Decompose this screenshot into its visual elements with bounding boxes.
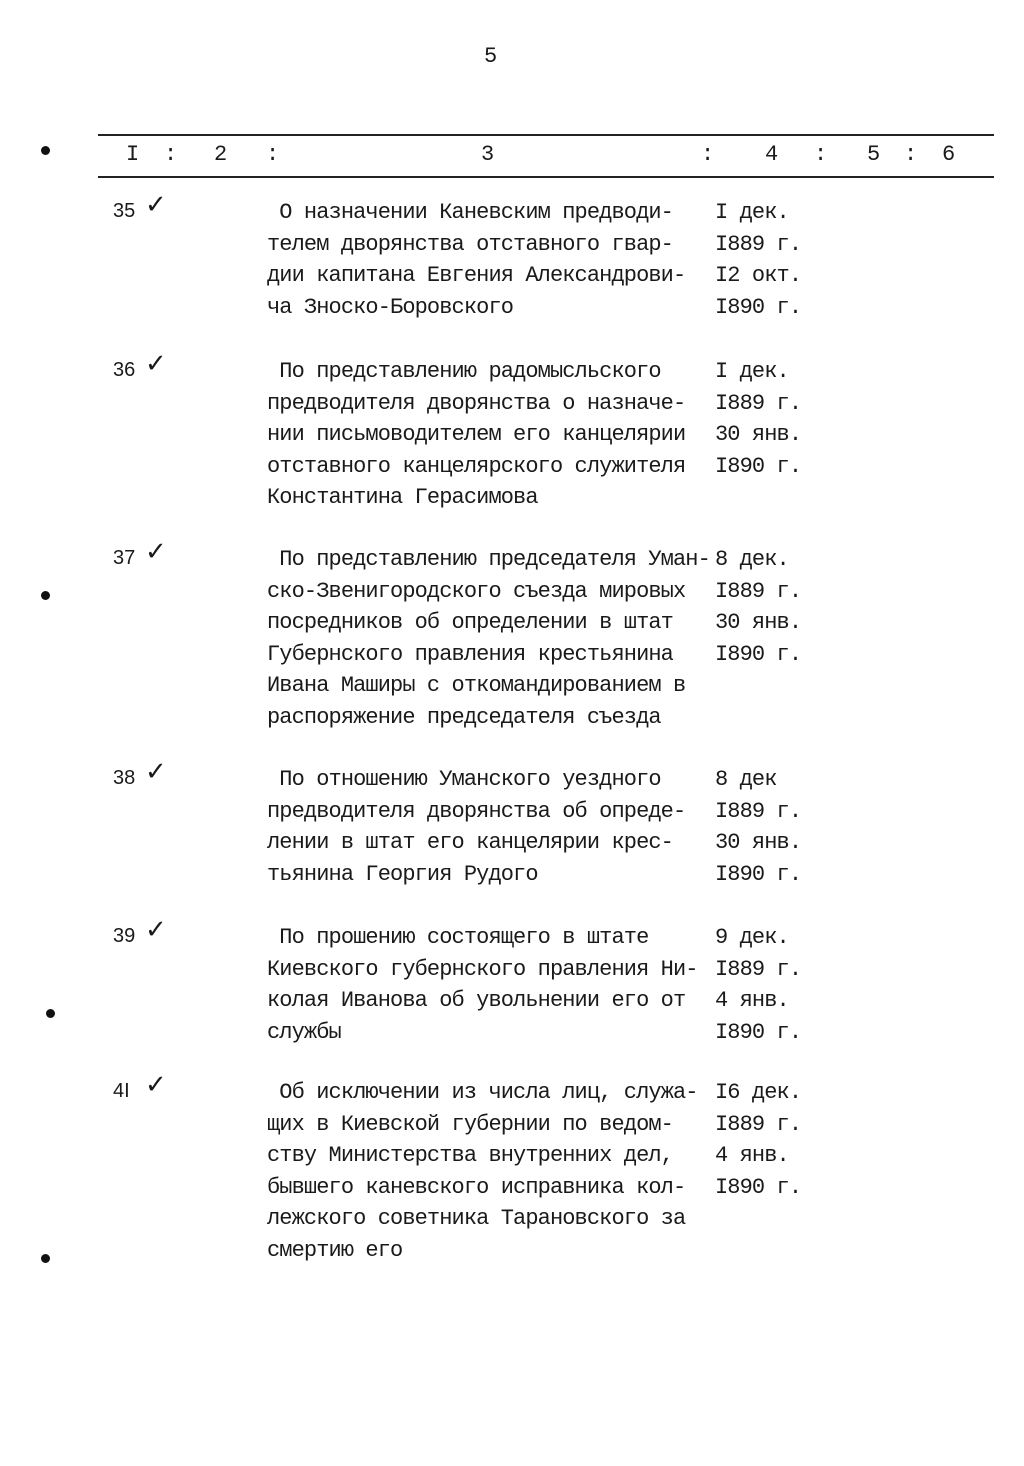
entry-number: 35 xyxy=(113,200,136,222)
entry-date-line: 30 янв. xyxy=(715,830,802,856)
column-header: 4 xyxy=(765,142,779,167)
table-top-rule xyxy=(98,134,994,136)
column-separator: : xyxy=(266,142,280,167)
entry-date-line: I2 окт. xyxy=(715,263,802,289)
entry-description-line: нии письмоводителем его канцелярии xyxy=(267,422,686,448)
entry-date-line: 4 янв. xyxy=(715,1143,789,1169)
column-separator: : xyxy=(904,142,918,167)
entry-date-line: I6 дек. xyxy=(715,1080,802,1105)
checkmark-icon: ✓ xyxy=(145,1070,167,1100)
entry-description-line: ству Министерства внутренних дел, xyxy=(267,1143,673,1169)
entry-date-line: 30 янв. xyxy=(715,422,802,448)
entry-date-line: I890 г. xyxy=(715,453,802,479)
entry-date-line: 4 янв. xyxy=(715,988,789,1014)
entry-description-line: дии капитана Евгения Александрови- xyxy=(267,263,686,289)
column-header: 3 xyxy=(481,142,495,167)
column-header: 5 xyxy=(867,142,881,167)
punch-hole-mark xyxy=(46,1009,55,1018)
entry-description-line: Константина Герасимова xyxy=(267,485,538,511)
entry-description-line: Губернского правления крестьянина xyxy=(267,641,673,667)
entry-description-line: предводителя дворянства о назначе- xyxy=(267,390,686,416)
entry-description-line: отставного канцелярского служителя xyxy=(267,453,686,479)
entry-description-line: По прошению состоящего в штате xyxy=(267,925,649,950)
entry-date-line: I889 г. xyxy=(715,231,802,257)
entry-date-line: I889 г. xyxy=(715,1111,802,1137)
column-separator: : xyxy=(164,142,178,167)
entry-description-line: тьянина Георгия Рудого xyxy=(267,861,538,887)
checkmark-icon: ✓ xyxy=(145,537,167,567)
punch-hole-mark xyxy=(41,591,50,600)
entry-date-line: 8 дек xyxy=(715,767,777,792)
page-number: 5 xyxy=(484,44,498,69)
entry-description-line: лении в штат его канцелярии крес- xyxy=(267,830,673,856)
entry-description-line: Киевского губернского правления Ни- xyxy=(267,956,698,982)
checkmark-icon: ✓ xyxy=(145,757,167,787)
column-separator: : xyxy=(814,142,828,167)
entry-date-line: I дек. xyxy=(715,359,789,384)
entry-number: 39 xyxy=(113,925,136,947)
entry-description-line: По представлению председателя Уман- xyxy=(267,547,710,572)
entry-description-line: бывшего каневского исправника кол- xyxy=(267,1174,686,1200)
entry-description-line: Ивана Маширы с откомандированием в xyxy=(267,673,686,699)
entry-date-line: I889 г. xyxy=(715,390,802,416)
entry-date-line: I890 г. xyxy=(715,1019,802,1045)
entry-date-line: 30 янв. xyxy=(715,610,802,636)
entry-date-line: 9 дек. xyxy=(715,925,789,950)
entry-date-line: I дек. xyxy=(715,200,789,225)
entry-description-line: службы xyxy=(267,1019,341,1045)
punch-hole-mark xyxy=(41,146,50,155)
entry-description-line: Об исключении из числа лиц, служа- xyxy=(267,1080,698,1105)
entry-date-line: I889 г. xyxy=(715,798,802,824)
punch-hole-mark xyxy=(41,1254,50,1263)
checkmark-icon: ✓ xyxy=(145,349,167,379)
entry-date-line: I890 г. xyxy=(715,294,802,320)
entry-number: 36 xyxy=(113,359,136,381)
entry-date-line: I890 г. xyxy=(715,1174,802,1200)
checkmark-icon: ✓ xyxy=(145,190,167,220)
entry-description-line: По представлению радомысльского xyxy=(267,359,661,384)
entry-description-line: телем дворянства отставного гвар- xyxy=(267,231,673,257)
entry-description-line: распоряжение председателя съезда xyxy=(267,705,661,730)
entry-date-line: I889 г. xyxy=(715,956,802,982)
entry-description-line: щих в Киевской губернии по ведом- xyxy=(267,1111,673,1137)
entry-description-line: лежского советника Тарановского за xyxy=(267,1206,686,1232)
entry-description-line: предводителя дворянства об опреде- xyxy=(267,798,686,824)
entry-date-line: 8 дек. xyxy=(715,547,789,572)
column-header: 6 xyxy=(942,142,956,167)
entry-date-line: I889 г. xyxy=(715,578,802,604)
table-header-rule xyxy=(98,176,994,178)
checkmark-icon: ✓ xyxy=(145,915,167,945)
entry-description-line: колая Иванова об увольнении его от xyxy=(267,988,686,1014)
entry-description-line: ча Зноско-Боровского xyxy=(267,294,514,320)
entry-date-line: I890 г. xyxy=(715,641,802,667)
entry-description-line: посредников об определении в штат xyxy=(267,610,673,636)
entry-description-line: смертию его xyxy=(267,1238,403,1263)
column-header: I xyxy=(126,142,140,167)
column-header: 2 xyxy=(214,142,228,167)
entry-description-line: О назначении Каневским предводи- xyxy=(267,200,673,225)
column-separator: : xyxy=(701,142,715,167)
entry-description-line: ско-Звенигородского съезда мировых xyxy=(267,578,686,604)
entry-date-line: I890 г. xyxy=(715,861,802,887)
entry-number: 37 xyxy=(113,547,136,569)
entry-description-line: По отношению Уманского уездного xyxy=(267,767,661,792)
entry-number: 38 xyxy=(113,767,136,789)
entry-number: 4I xyxy=(113,1080,130,1102)
